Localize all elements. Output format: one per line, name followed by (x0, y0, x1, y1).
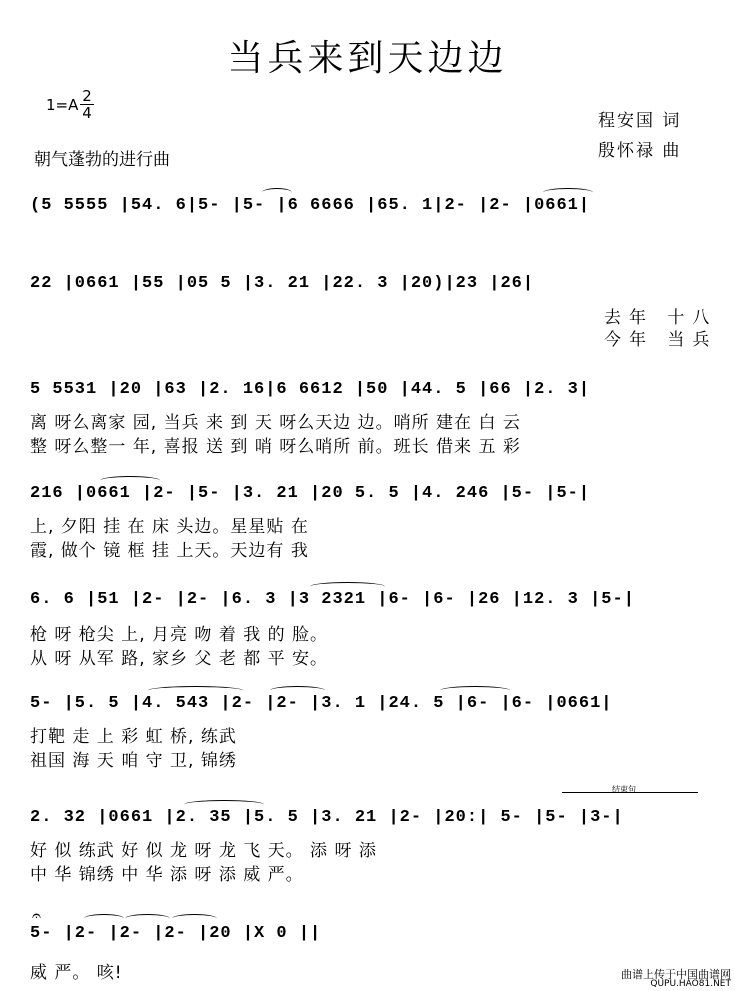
lyric-row-8: 威 严。 咳! (30, 963, 123, 983)
tie-mark (148, 686, 243, 695)
key-signature: 1=A (46, 96, 79, 114)
notation-row-5: 6. 6 |51 |2- |2- |6. 3 |3 2321 |6- |6- |26 |12. 3 |5-| (30, 590, 635, 609)
tie-mark (125, 914, 170, 923)
lyric-row-3a: 离 呀么离家 园, 当兵 来 到 天 呀么天边 边。哨所 建在 白 云 (30, 413, 521, 433)
tie-mark (184, 800, 264, 809)
lyric-row-6b: 祖国 海 天 咱 守 卫, 锦绣 (30, 751, 237, 771)
time-sig-top: 2 (82, 87, 92, 105)
lyric-row-4b: 霞, 做个 镜 框 挂 上天。天边有 我 (30, 541, 309, 561)
song-title: 当兵来到天边边 (227, 38, 508, 79)
ending-label: 结束句 (612, 785, 636, 794)
notation-row-4: 216 |0661 |2- |5- |3. 21 |20 5. 5 |4. 246 |5- |5-| (30, 484, 591, 503)
notation-row-6: 5- |5. 5 |4. 543 |2- |2- |3. 1 |24. 5 |6- |6- |0661| (30, 694, 613, 713)
intro-lyric-1: 去年 十八 (604, 308, 718, 328)
notation-row-7: 2. 32 |0661 |2. 35 |5. 5 |3. 21 |2- |20:| 5- |5- |3-| (30, 808, 624, 827)
tie-mark (440, 686, 510, 695)
tie-mark (270, 686, 325, 695)
lyricist-credit: 程安国 词 (598, 111, 682, 131)
lyric-row-5a: 枪 呀 枪尖 上, 月亮 吻 着 我 的 脸。 (30, 625, 329, 645)
notation-row-8: 5- |2- |2- |2- |20 |X 0 || (30, 924, 322, 943)
notation-row-1: (5 5555 |54. 6|5- |5- |6 6666 |65. 1|2- |2- |0661| (30, 196, 591, 215)
time-sig-bottom: 4 (80, 104, 94, 121)
lyric-row-4a: 上, 夕阳 挂 在 床 头边。星星贴 在 (30, 517, 309, 537)
intro-lyric-2: 今年 当兵 (604, 330, 718, 350)
lyric-row-6a: 打靶 走 上 彩 虹 桥, 练武 (30, 727, 237, 747)
tie-mark (172, 914, 217, 923)
fermata-icon: 𝄐 (32, 906, 41, 925)
watermark-text: 曲谱上传于中国曲谱网 (621, 968, 731, 981)
tie-mark (543, 188, 593, 197)
composer-credit: 殷怀禄 曲 (598, 141, 682, 161)
tempo-marking: 朝气蓬勃的进行曲 (34, 150, 170, 170)
lyric-row-3b: 整 呀么整一 年, 喜报 送 到 哨 呀么哨所 前。班长 借来 五 彩 (30, 437, 521, 457)
lyric-row-7b: 中 华 锦绣 中 华 添 呀 添 威 严。 (30, 865, 304, 885)
tie-mark (262, 188, 292, 197)
notation-row-2: 22 |0661 |55 |05 5 |3. 21 |22. 3 |20)|23 |26| (30, 274, 535, 293)
notation-row-3: 5 5531 |20 |63 |2. 16|6 6612 |50 |44. 5 |66 |2. 3| (30, 380, 591, 399)
lyric-row-7a: 好 似 练武 好 似 龙 呀 龙 飞 天。 添 呀 添 (30, 841, 377, 861)
tie-mark (84, 914, 124, 923)
tie-mark (100, 476, 160, 485)
watermark-url: QUPU.HAO81.NET (650, 979, 731, 989)
time-signature (80, 88, 94, 121)
tie-mark (310, 582, 385, 591)
lyric-row-5b: 从 呀 从军 路, 家乡 父 老 都 平 安。 (30, 649, 329, 669)
